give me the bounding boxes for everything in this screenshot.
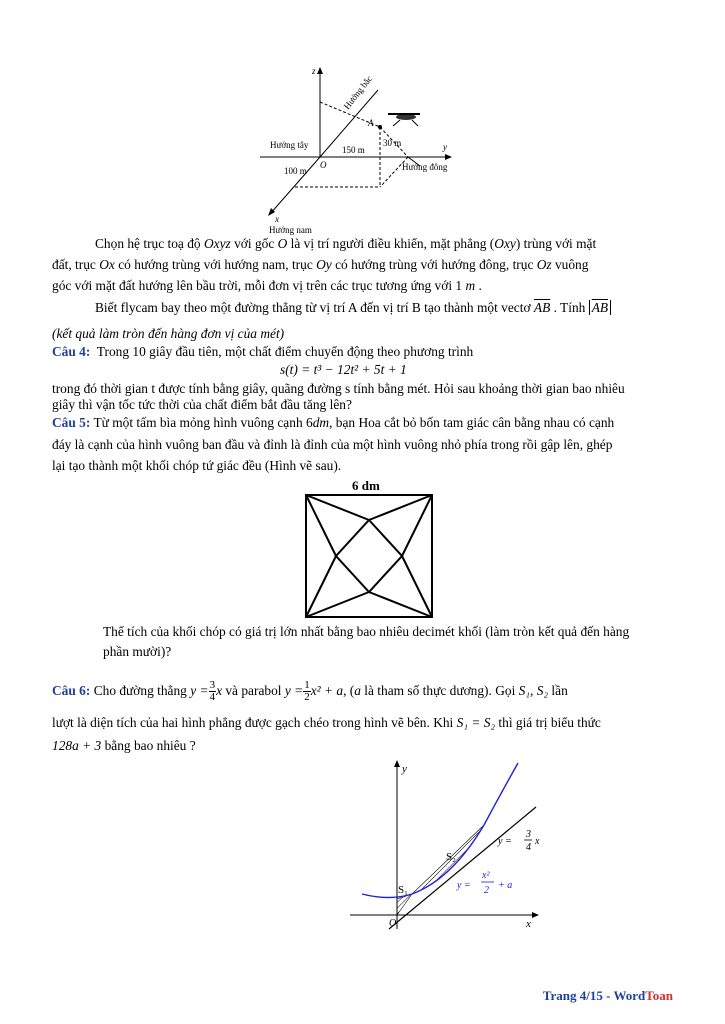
origin-label: O [389,918,397,929]
parabola-equation-label [456,870,512,896]
south-label: Hướng nam [269,225,312,235]
paragraph-line: đất, trục Ox có hướng trùng với hướng nam, trục Oy có hướng trùng với hướng đông, trục Oz vuông [52,257,589,272]
page-footer: Trang 4/15 - WordToan [542,988,673,1003]
z-label: z [312,66,316,76]
drone-icon [378,114,420,129]
x-axis-label: x [526,918,531,930]
x-label: x [275,214,279,224]
line-graph [389,807,536,929]
svg-text:+ a: + a [498,880,513,891]
paragraph-line: 128a + 3 bằng bao nhiêu ? [52,738,196,753]
east-distance-label: 150 m [342,145,365,155]
paragraph-line: đáy là cạnh của hình vuông ban đầu và đỉnh là đỉnh của một hình vuông nhỏ phía trong rồi gập lên, ghép [52,437,613,452]
fraction: $\frac{3}{4}$ [209,679,216,704]
question-label: Câu 6: [52,683,91,698]
origin-label: O [320,160,327,170]
rounding-note: (kết quả làm tròn đến hàng đơn vị của mét) [52,326,285,341]
vector-ab: $\overline{AB}$ [533,300,551,315]
paragraph-line: Biết flycam bay theo một đường thẳng từ vị trí A đến vị trí B tạo thành một vectơ $\overline{AB}$ . Tính $\overline{AB}$ [95,299,673,317]
square-net-figure [305,494,433,618]
question-5: Câu 5: Từ một tấm bìa mỏng hình vuông cạnh 6dm, bạn Hoa cắt bỏ bốn tam giác cân bằng nhau có cạnh [52,415,615,430]
svg-text:x: x [535,836,540,847]
question-label: Câu 5: [52,415,91,430]
a-label: A [368,118,374,128]
east-label: Hướng đông [402,162,448,172]
line-equation-label [497,829,540,853]
west-label: Hướng tây [270,140,309,150]
area-graph-figure [350,757,550,933]
s2-label: S₂ [446,851,456,863]
paragraph-line: góc với mặt đất hướng lên bầu trời, mỗi đơn vị trên các trục tương ứng với 1 m . [52,278,482,293]
paragraph-line: giây thì vận tốc tức thời của chất điểm bắt đầu tăng lên? [52,397,352,412]
q5-question: Thể tích của khối chóp có giá trị lớn nhất bằng bao nhiêu decimét khối (làm tròn kết quả đến hàng phần mười)? [103,624,630,659]
vector-magnitude: $\overline{AB}$ [589,300,611,315]
square-side-label: 6 dm [352,478,380,493]
svg-text:y =: y = [498,836,512,847]
svg-text:y =: y = [457,880,471,891]
parabola-graph [362,763,518,898]
height-label: 30 m [383,138,402,148]
fraction: $\frac{1}{2}$ [304,679,310,704]
coordinate-figure [260,62,470,236]
question-6: Câu 6: Cho đường thẳng y = $\frac{3}{4}$ x và parabol y = $\frac{1}{2}$ x² + a, (a là tham số thực dương). Gọi S₁, S₂ lần [52,679,568,704]
motion-formula: s(t) = t³ − 12t² + 5t + 1 [280,362,407,377]
question-4: Câu 4: Trong 10 giây đầu tiên, một chất điểm chuyển động theo phương trình [52,344,474,359]
paragraph-line: trong đó thời gian t được tính bằng giây, quãng đường s tính bằng mét. Hỏi sau khoảng thời gian bao nhiêu [52,381,625,396]
paragraph-line: lượt là diện tích của hai hình phẳng được gạch chéo trong hình vẽ bên. Khi S₁ = S₂ thì giá trị biểu thức [52,715,601,730]
y-axis-label: y [402,763,407,775]
question-label: Câu 4: [52,344,91,359]
svg-text:x²: x² [482,870,490,881]
y-label: y [443,142,447,152]
page-number: 4/15 [579,988,603,1003]
paragraph-line: Chọn hệ trục toạ độ Oxyz với gốc O là vị trí người điều khiển, mặt phẳng (Oxy) trùng với mặt [95,236,597,251]
paragraph-line: lại tạo thành một khối chóp tứ giác đều (Hình vẽ sau). [52,458,342,473]
north-label: Hướng bắc [341,73,375,112]
svg-text:3: 3 [526,829,531,840]
south-distance-label: 100 m [284,166,307,176]
svg-text:2: 2 [484,885,489,896]
s1-label: S₁ [398,884,408,896]
svg-text:4: 4 [526,842,531,853]
